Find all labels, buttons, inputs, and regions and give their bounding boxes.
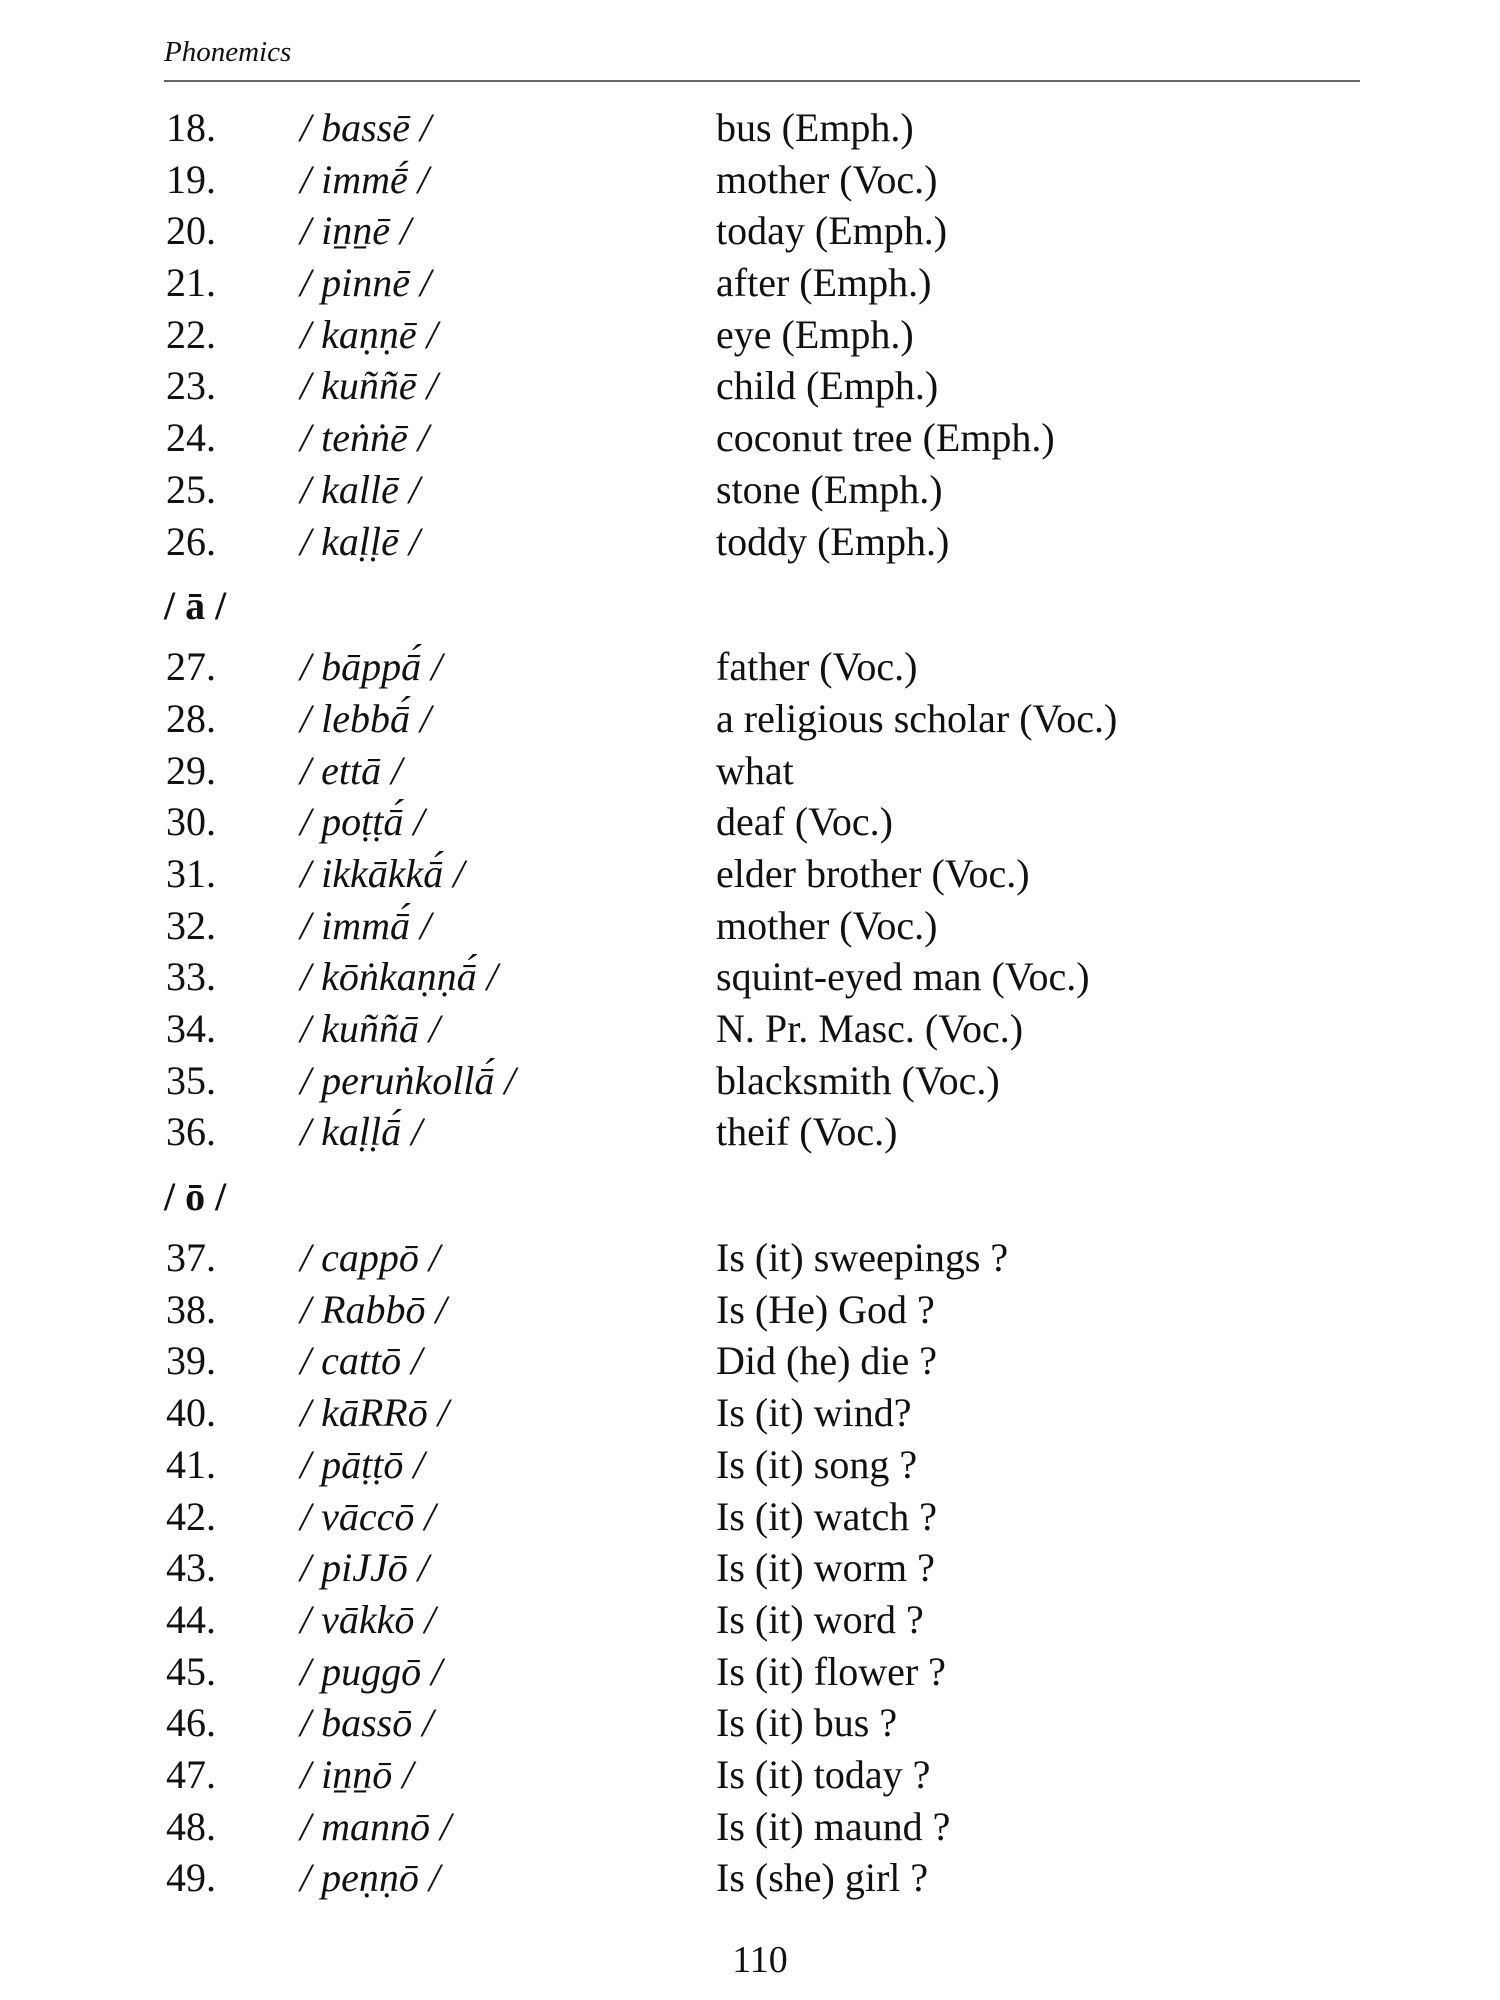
entry-row [0, 848, 1500, 900]
phonemic-form: / iṉṉō / [300, 1751, 414, 1797]
phonemic-form: / immā́ / [300, 902, 432, 948]
running-head: Phonemics [164, 36, 292, 68]
gloss-text: eye (Emph.) [716, 311, 914, 357]
gloss-text: Is (it) song ? [716, 1441, 918, 1487]
entry-row [0, 641, 1500, 693]
gloss-text: bus (Emph.) [716, 105, 914, 150]
gloss-text: Is (it) flower ? [716, 1648, 946, 1694]
gloss-text: today (Emph.) [716, 208, 948, 254]
entry-number: 34. [166, 1006, 216, 1051]
entry-row [0, 1439, 1500, 1491]
entry-row [0, 1106, 1500, 1158]
phonemic-form: / kōṅkaṇṇā́ / [300, 954, 498, 1000]
entry-number: 23. [166, 363, 216, 409]
phonemic-form: / piJJō / [300, 1545, 429, 1591]
gloss-text: Is (it) word ? [716, 1596, 924, 1642]
gloss-text: Is (it) watch ? [716, 1493, 938, 1539]
entry-row [0, 1232, 1500, 1284]
entry-row [0, 1801, 1500, 1853]
entry-number: 48. [166, 1803, 216, 1849]
gloss-text: Is (it) bus ? [716, 1700, 898, 1746]
phonemic-form: / puggō / [300, 1648, 443, 1694]
entry-number: 22. [166, 311, 216, 357]
gloss-text: Is (it) wind? [716, 1390, 912, 1436]
phonemic-form: / pinnē / [300, 260, 432, 306]
entry-number: 25. [166, 466, 216, 512]
phonemic-form: / ikkākkā́ / [300, 850, 465, 896]
gloss-text: Did (he) die ? [716, 1338, 938, 1384]
phonemic-form: / mannō / [300, 1803, 452, 1849]
phonemic-form: / Rabbō / [300, 1286, 447, 1332]
entry-row [0, 900, 1500, 952]
phonemic-form: / vāccō / [300, 1493, 436, 1539]
phonemic-form: / bāppā́ / [300, 644, 443, 690]
phonemic-form: / peṇṇō / [300, 1855, 440, 1901]
entry-row [0, 745, 1500, 797]
phonemic-form: / teṅṅē / [300, 415, 429, 461]
entry-row [0, 102, 1500, 154]
phonemic-form: / kaḷḷā́ / [300, 1109, 423, 1155]
entry-row [0, 464, 1500, 516]
entry-number: 46. [166, 1700, 216, 1746]
entry-row [0, 1749, 1500, 1801]
entry-row [0, 412, 1500, 464]
phonemic-form: / kuññā / [300, 1006, 440, 1051]
phonemic-form: / iṉṉē / [300, 208, 412, 254]
phonemic-form: / cattō / [300, 1338, 423, 1384]
entry-number: 37. [166, 1235, 216, 1281]
phonemic-form: / kaṇṇē / [300, 311, 438, 357]
entry-row [0, 1055, 1500, 1107]
page-number: 110 [732, 1939, 788, 1981]
gloss-text: child (Emph.) [716, 363, 939, 409]
entry-row [0, 360, 1500, 412]
entry-number: 35. [166, 1057, 216, 1103]
entry-number: 40. [166, 1390, 216, 1436]
entry-row [0, 796, 1500, 848]
entry-row [0, 951, 1500, 1003]
section-heading: / ō / [164, 1174, 227, 1220]
section-heading: / ā / [164, 583, 227, 629]
gloss-text: after (Emph.) [716, 260, 932, 306]
entry-number: 18. [166, 105, 216, 150]
phonemic-form: / kallē / [300, 466, 420, 512]
entry-row [0, 1852, 1500, 1904]
gloss-text: what [716, 747, 794, 793]
entry-row [0, 1542, 1500, 1594]
gloss-text: deaf (Voc.) [716, 799, 893, 845]
entry-number: 24. [166, 415, 216, 461]
entry-number: 29. [166, 747, 216, 793]
phonemic-form: / pāṭṭō / [300, 1441, 425, 1487]
phonemic-form: / bassē / [300, 105, 432, 150]
entry-number: 44. [166, 1596, 216, 1642]
entry-row [0, 1284, 1500, 1336]
entry-list [0, 102, 1500, 1904]
entry-number: 39. [166, 1338, 216, 1384]
entry-row [0, 257, 1500, 309]
entry-number: 32. [166, 902, 216, 948]
gloss-text: father (Voc.) [716, 644, 918, 690]
gloss-text: Is (it) today ? [716, 1751, 931, 1797]
entry-number: 47. [166, 1751, 216, 1797]
phonemic-form: / immḗ / [300, 156, 429, 202]
entry-number: 26. [166, 518, 216, 564]
entry-number: 49. [166, 1855, 216, 1901]
entry-number: 27. [166, 644, 216, 690]
entry-number: 33. [166, 954, 216, 1000]
entry-number: 45. [166, 1648, 216, 1694]
phonemic-form: / poṭṭā́ / [300, 799, 425, 845]
gloss-text: mother (Voc.) [716, 902, 938, 948]
gloss-text: stone (Emph.) [716, 466, 943, 512]
gloss-text: theif (Voc.) [716, 1109, 898, 1155]
entry-number: 38. [166, 1286, 216, 1332]
phonemic-form: / peruṅkollā́ / [300, 1057, 516, 1103]
gloss-text: Is (it) worm ? [716, 1545, 935, 1591]
phonemic-form: / lebbā́ / [300, 695, 432, 741]
gloss-text: Is (she) girl ? [716, 1855, 929, 1901]
gloss-text: Is (He) God ? [716, 1286, 935, 1332]
entry-row [0, 1646, 1500, 1698]
gloss-text: a religious scholar (Voc.) [716, 695, 1118, 741]
gloss-text: toddy (Emph.) [716, 518, 950, 564]
entry-number: 43. [166, 1545, 216, 1591]
entry-row [0, 516, 1500, 568]
phonemic-form: / kaḷḷē / [300, 518, 420, 564]
phonemic-form: / kāRRō / [300, 1390, 449, 1436]
entry-row [0, 1594, 1500, 1646]
gloss-text: N. Pr. Masc. (Voc.) [716, 1006, 1024, 1051]
phonemic-form: / cappō / [300, 1235, 440, 1281]
phonemic-form: / kuññē / [300, 363, 438, 409]
entry-number: 41. [166, 1441, 216, 1487]
phonemic-form: / bassō / [300, 1700, 434, 1746]
entry-row [0, 1335, 1500, 1387]
gloss-text: blacksmith (Voc.) [716, 1057, 1000, 1103]
phonemic-form: / vākkō / [300, 1596, 436, 1642]
entry-row [0, 154, 1500, 206]
entry-number: 28. [166, 695, 216, 741]
header-rule [164, 80, 1360, 82]
entry-row [0, 1697, 1500, 1749]
gloss-text: Is (it) sweepings ? [716, 1235, 1009, 1281]
entry-row [0, 1003, 1500, 1055]
entry-row [0, 1387, 1500, 1439]
entry-number: 42. [166, 1493, 216, 1539]
entry-number: 36. [166, 1109, 216, 1155]
entry-number: 20. [166, 208, 216, 254]
gloss-text: elder brother (Voc.) [716, 850, 1030, 896]
entry-number: 19. [166, 156, 216, 202]
phonemic-form: / ettā / [300, 747, 403, 793]
gloss-text: squint-eyed man (Voc.) [716, 954, 1090, 1000]
gloss-text: mother (Voc.) [716, 156, 938, 202]
entry-number: 21. [166, 260, 216, 306]
entry-number: 30. [166, 799, 216, 845]
entry-row [0, 693, 1500, 745]
entry-row [0, 205, 1500, 257]
gloss-text: coconut tree (Emph.) [716, 415, 1055, 461]
gloss-text: Is (it) maund ? [716, 1803, 951, 1849]
entry-row [0, 1491, 1500, 1543]
entry-number: 31. [166, 850, 216, 896]
entry-row [0, 309, 1500, 361]
